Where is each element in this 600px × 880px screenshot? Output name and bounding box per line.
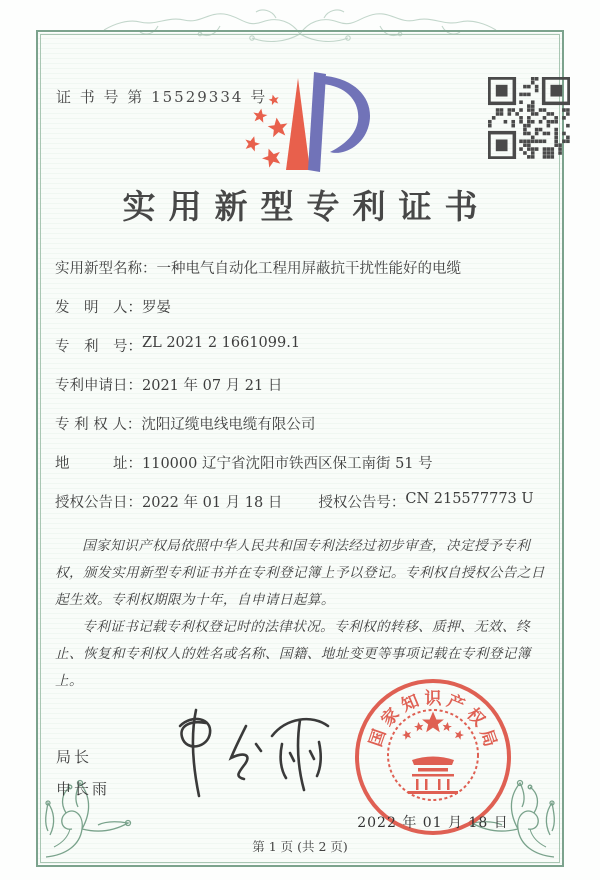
- field-label: 专 利 号：: [55, 339, 142, 355]
- page-title: 实用新型专利证书: [122, 187, 491, 226]
- field-row-patent-no: [55, 335, 552, 374]
- field-label: 专 利 权 人：: [55, 417, 142, 433]
- seal-char: 知: [398, 691, 423, 717]
- field-row-grant: [55, 491, 552, 530]
- field-label: 专利申请日：: [55, 378, 142, 394]
- field-value: ZL 2021 2 1661099.1: [142, 335, 301, 351]
- field-row-name: [55, 257, 552, 296]
- field-value: 沈阳辽缆电线电缆有限公司: [141, 417, 316, 433]
- field-label: 授权公告号：: [318, 495, 406, 511]
- cnipa-logo-icon: [238, 70, 378, 174]
- top-edge-ornament: [100, 0, 500, 58]
- seal-char: 权: [462, 704, 489, 731]
- seal-char: 产: [443, 691, 468, 717]
- field-value: 罗晏: [142, 300, 171, 316]
- seal-char: 识: [424, 689, 442, 709]
- seal-date: 2022 年 01 月 18 日: [357, 815, 509, 831]
- field-value: 2021 年 07 月 21 日: [142, 378, 283, 394]
- director-signature: [172, 706, 342, 806]
- director-name: 申长雨: [56, 780, 111, 798]
- certificate-number: 证 书 号 第 15529334 号: [56, 88, 268, 106]
- legal-text-block: [55, 533, 548, 695]
- grant-paragraph: 国家知识产权局依照中华人民共和国专利法经过初步审查，决定授予专利权，颁发实用新型专利证书并在专利登记簿上予以登记。专利权自授权公告之日起生效。专利权期限为十年，自申请日起算。: [55, 538, 545, 608]
- seal-char: 局: [475, 726, 501, 750]
- field-value: 一种电气自动化工程用屏蔽抗干扰性能好的电缆: [156, 261, 461, 277]
- seal-char: 国: [365, 726, 391, 750]
- field-row-address: [55, 452, 552, 491]
- field-value: 2022 年 01 月 18 日: [142, 495, 283, 511]
- register-paragraph: 专利证书记载专利权登记时的法律状况。专利权的转移、质押、无效、终止、恢复和专利权人的姓名或名称、国籍、地址变更等事项记载在专利登记簿上。: [55, 619, 531, 689]
- field-row-patentee: [55, 413, 552, 452]
- field-label: 发 明 人：: [55, 300, 142, 316]
- page-footer: 第 1 页 (共 2 页): [252, 839, 348, 854]
- qr-code: [488, 77, 570, 159]
- director-block: [56, 746, 110, 810]
- field-label: 地 址：: [55, 456, 142, 472]
- director-title: 局长: [56, 748, 93, 766]
- field-value: 110000 辽宁省沈阳市铁西区保工南街 51 号: [142, 456, 433, 472]
- field-label: 授权公告日：: [55, 495, 142, 511]
- field-row-filing-date: [55, 374, 552, 413]
- field-value: CN 215577773 U: [405, 491, 534, 507]
- seal-char: 家: [377, 704, 404, 731]
- field-list: [55, 257, 552, 530]
- field-row-inventor: [55, 296, 552, 335]
- field-label: 实用新型名称：: [55, 261, 157, 277]
